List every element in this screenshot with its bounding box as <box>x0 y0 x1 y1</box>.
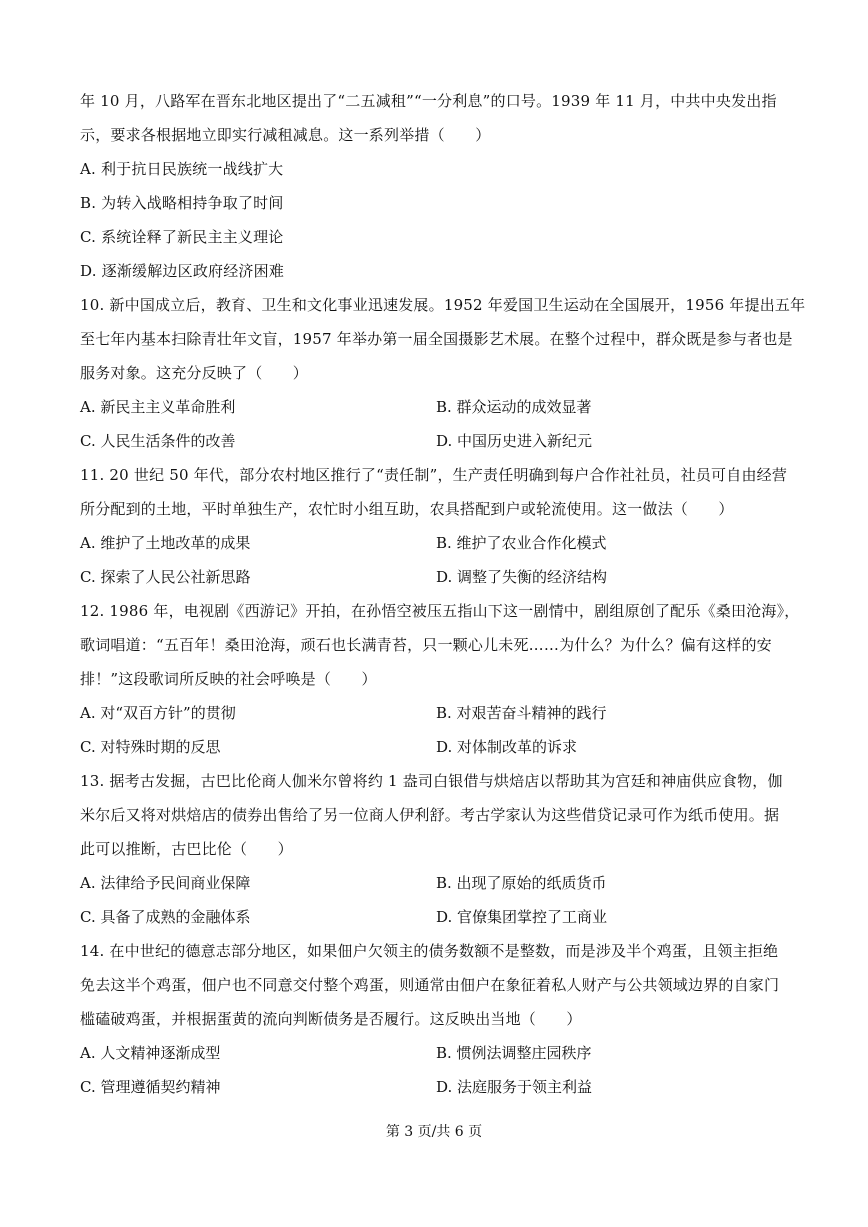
question-text-line: 所分配到的土地，平时单独生产，农忙时小组互助，农具搭配到户或轮流使用。这一做法（ ） <box>80 500 734 518</box>
option-c: C. 管理遵循契约精神 <box>80 1078 221 1096</box>
options-row <box>80 1036 792 1070</box>
question-13 <box>80 764 792 934</box>
options-row <box>80 900 792 934</box>
question-list <box>80 84 806 1104</box>
options-row <box>80 730 792 764</box>
question-11 <box>80 458 792 594</box>
option-d: D. 对体制改革的诉求 <box>436 738 578 756</box>
options-row <box>80 696 792 730</box>
option-b: B. 群众运动的成效显著 <box>436 398 592 416</box>
option-b: B. 为转入战略相持争取了时间 <box>80 194 284 212</box>
options-row <box>80 560 792 594</box>
question-text-line: 服务对象。这充分反映了（ ） <box>80 364 309 382</box>
question-text-line: 12. 1986 年，电视剧《西游记》开拍，在孙悟空被压五指山下这一剧情中，剧组原创了配乐《桑田沧海》， <box>80 602 800 620</box>
question-text-line: 歌词唱道：“五百年！桑田沧海，顽石也长满青苔，只一颗心儿未死……为什么？为什么？偏有这样的安 <box>80 636 772 654</box>
option-a: A. 对“双百方针”的贯彻 <box>80 704 236 722</box>
question-text-line: 年 10 月，八路军在晋东北地区提出了“二五减租”“一分利息”的口号。1939 年 11 月，中共中央发出指 <box>80 92 777 110</box>
question-10 <box>80 288 806 458</box>
question-text-line: 免去这半个鸡蛋，佃户也不同意交付整个鸡蛋，则通常由佃户在象征着私人财产与公共领域边界的自家门 <box>80 976 780 994</box>
question-text-line: 14. 在中世纪的德意志部分地区，如果佃户欠领主的债务数额不是整数，而是涉及半个鸡蛋，且领主拒绝 <box>80 942 779 960</box>
option-b: B. 对艰苦奋斗精神的践行 <box>436 704 607 722</box>
option-d: D. 调整了失衡的经济结构 <box>436 568 608 586</box>
options-row <box>80 424 792 458</box>
option-c: C. 人民生活条件的改善 <box>80 432 236 450</box>
question-text-line: 此可以推断，古巴比伦（ ） <box>80 840 293 858</box>
question-9 <box>80 84 792 288</box>
option-a: A. 利于抗日民族统一战线扩大 <box>80 160 284 178</box>
option-c: C. 具备了成熟的金融体系 <box>80 908 251 926</box>
question-12 <box>80 594 800 764</box>
option-d: D. 法庭服务于领主利益 <box>436 1078 593 1096</box>
option-d: D. 中国历史进入新纪元 <box>436 432 593 450</box>
question-text-line: 示，要求各根据地立即实行减租减息。这一系列举措（ ） <box>80 126 491 144</box>
option-a: A. 法律给予民间商业保障 <box>80 874 251 892</box>
option-b: B. 惯例法调整庄园秩序 <box>436 1044 592 1062</box>
option-a: A. 新民主主义革命胜利 <box>80 398 236 416</box>
question-text-line: 11. 20 世纪 50 年代，部分农村地区推行了“责任制”，生产责任明确到每户合作社社员，社员可自由经营 <box>80 466 788 484</box>
option-a: A. 人文精神逐渐成型 <box>80 1044 221 1062</box>
question-text-line: 至七年内基本扫除青壮年文盲，1957 年举办第一届全国摄影艺术展。在整个过程中，群众既是参与者也是 <box>80 330 793 348</box>
page-number: 第 3 页/共 6 页 <box>385 1124 483 1140</box>
options-row <box>80 1070 792 1104</box>
question-text-line: 排！”这段歌词所反映的社会呼唤是（ ） <box>80 670 377 688</box>
option-b: B. 出现了原始的纸质货币 <box>436 874 607 892</box>
question-text-line: 槛磕破鸡蛋，并根据蛋黄的流向判断债务是否履行。这反映出当地（ ） <box>80 1010 582 1028</box>
option-d: D. 官僚集团掌控了工商业 <box>436 908 608 926</box>
option-b: B. 维护了农业合作化模式 <box>436 534 607 552</box>
question-text-line: 米尔后又将对烘焙店的债券出售给了另一位商人伊利舒。考古学家认为这些借贷记录可作为纸币使用。据 <box>80 806 780 824</box>
options-row <box>80 866 792 900</box>
question-text-line: 13. 据考古发掘，古巴比伦商人伽米尔曾将约 1 盎司白银借与烘焙店以帮助其为宫廷和神庙供应食物，伽 <box>80 772 783 790</box>
options-row <box>80 390 792 424</box>
option-c: C. 探索了人民公社新思路 <box>80 568 251 586</box>
option-c: C. 对特殊时期的反思 <box>80 738 221 756</box>
option-c: C. 系统诠释了新民主主义理论 <box>80 228 284 246</box>
question-14 <box>80 934 792 1104</box>
options-row <box>80 526 792 560</box>
question-text-line: 10. 新中国成立后，教育、卫生和文化事业迅速发展。1952 年爱国卫生运动在全国展开，1956 年提出五年 <box>80 296 806 314</box>
option-a: A. 维护了土地改革的成果 <box>80 534 251 552</box>
option-d: D. 逐渐缓解边区政府经济困难 <box>80 262 285 280</box>
